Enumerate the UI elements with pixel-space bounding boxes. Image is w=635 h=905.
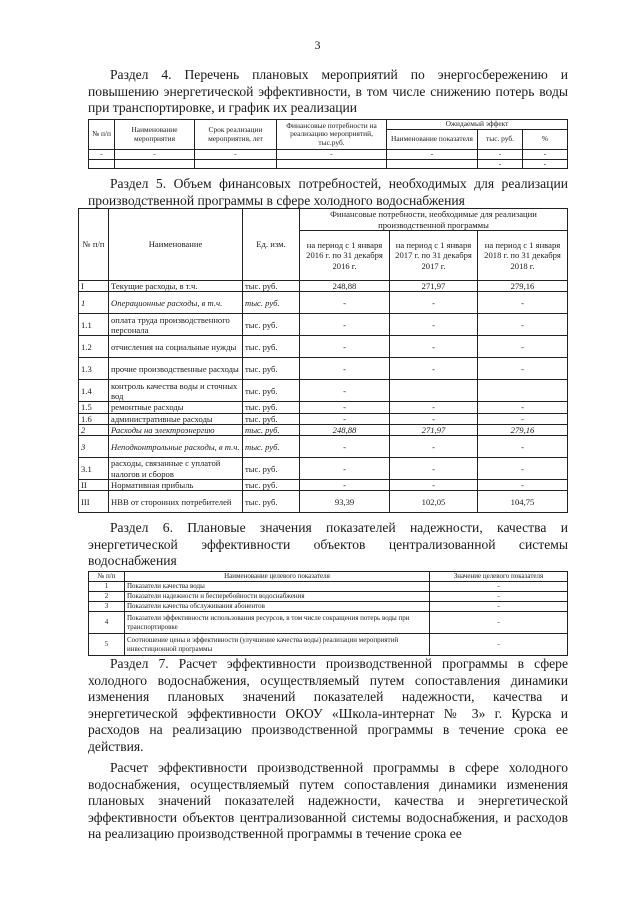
table-row bbox=[79, 402, 568, 413]
page-number: 3 bbox=[314, 38, 321, 52]
cell: Текущие расходы, в т.ч. bbox=[109, 281, 243, 292]
cell: - bbox=[195, 150, 277, 160]
cell: 279,16 bbox=[478, 424, 568, 435]
cell bbox=[115, 159, 195, 169]
table-row bbox=[79, 380, 568, 402]
cell: 271,97 bbox=[390, 281, 478, 292]
cell: - bbox=[115, 150, 195, 160]
cell: Неподконтрольные расходы, в т.ч. bbox=[109, 436, 243, 458]
table-row bbox=[79, 436, 568, 458]
col-period-2018: на период с 1 января 2018 г. по 31 декабря 2018 г. bbox=[478, 231, 568, 281]
cell: 5 bbox=[89, 634, 125, 656]
cell: 2 bbox=[89, 592, 125, 602]
table-row bbox=[89, 602, 568, 612]
col-term: Срок реализации мероприятия, лет bbox=[195, 120, 277, 150]
cell: - bbox=[478, 292, 568, 314]
cell bbox=[387, 159, 478, 169]
cell: тыс. руб. bbox=[243, 480, 300, 491]
cell: 1.1 bbox=[79, 314, 109, 336]
cell: - bbox=[430, 634, 568, 656]
table-row bbox=[79, 413, 568, 424]
cell: 1.3 bbox=[79, 358, 109, 380]
cell: - bbox=[390, 436, 478, 458]
table-row bbox=[89, 150, 568, 160]
cell: 1.6 bbox=[79, 413, 109, 424]
cell: - bbox=[390, 358, 478, 380]
col-name: Наименование целевого показателя bbox=[125, 572, 430, 582]
cell: 248,88 bbox=[300, 281, 390, 292]
cell: тыс. руб. bbox=[243, 424, 300, 435]
cell: Показатели качества обслуживания абонентов bbox=[125, 602, 430, 612]
cell: - bbox=[478, 314, 568, 336]
cell: Показатели качества воды bbox=[125, 582, 430, 592]
cell: тыс. руб. bbox=[243, 491, 300, 513]
section-7-heading bbox=[88, 656, 568, 756]
table-row bbox=[89, 592, 568, 602]
cell: 279,16 bbox=[478, 281, 568, 292]
cell: прочие производственные расходы bbox=[109, 358, 243, 380]
cell: - bbox=[478, 458, 568, 480]
col-num: № п/п bbox=[79, 209, 109, 281]
cell: - bbox=[390, 413, 478, 424]
cell: тыс. руб. bbox=[243, 292, 300, 314]
cell: тыс. руб. bbox=[243, 336, 300, 358]
cell: 2 bbox=[79, 424, 109, 435]
col-finance: Финансовые потребности на реализацию мероприятий, тыс.руб. bbox=[277, 120, 387, 150]
cell: - bbox=[300, 380, 390, 402]
col-unit: Ед. изм. bbox=[243, 209, 300, 281]
col-period-2017: на период с 1 января 2017 г. по 31 декабря 2017 г. bbox=[390, 231, 478, 281]
cell: тыс. руб. bbox=[243, 380, 300, 402]
col-num: № п/п bbox=[89, 572, 125, 582]
table-row bbox=[89, 612, 568, 634]
cell: - bbox=[478, 159, 523, 169]
cell: Показатели эффективности использования ресурсов, в том числе сокращения потерь воды при транспортировке bbox=[125, 612, 430, 634]
cell: административные расходы bbox=[109, 413, 243, 424]
cell: - bbox=[478, 358, 568, 380]
cell: - bbox=[390, 292, 478, 314]
cell: - bbox=[390, 336, 478, 358]
cell: - bbox=[387, 150, 478, 160]
section-7-body-text: Расчет эффективности производственной программы в сфере холодного водоснабжения, осуществляемый путем сопоставления динамики изменения плановых значений показателей надежности, качества и энергетической эффективности объектов централизованной системы водоснабжения, и расходов на реализацию производственной программы в течение срока ее bbox=[88, 760, 568, 842]
cell: - bbox=[478, 480, 568, 491]
cell: Показатели надежности и бесперебойности водоснабжения bbox=[125, 592, 430, 602]
section-5-heading bbox=[88, 176, 568, 209]
cell: 102,05 bbox=[390, 491, 478, 513]
cell: - bbox=[430, 582, 568, 592]
cell: тыс. руб. bbox=[243, 458, 300, 480]
cell: Операционные расходы, в т.ч. bbox=[109, 292, 243, 314]
cell: - bbox=[300, 292, 390, 314]
cell bbox=[195, 159, 277, 169]
table-row bbox=[79, 424, 568, 435]
table-row bbox=[89, 159, 568, 169]
cell: - bbox=[89, 150, 115, 160]
cell: расходы, связанные с уплатой налогов и сборов bbox=[109, 458, 243, 480]
cell: II bbox=[79, 480, 109, 491]
col-group: Финансовые потребности, необходимые для реализации производственной программы bbox=[300, 209, 568, 231]
cell: - bbox=[300, 358, 390, 380]
cell: тыс. руб. bbox=[243, 281, 300, 292]
cell: 1 bbox=[89, 582, 125, 592]
cell: отчисления на социальные нужды bbox=[109, 336, 243, 358]
col-effect: Ожидаемый эффект bbox=[387, 120, 568, 130]
cell: 104,75 bbox=[478, 491, 568, 513]
cell: - bbox=[300, 402, 390, 413]
section-7-heading-text: Раздел 7. Расчет эффективности производственной программы в сфере холодного водоснабжения, осуществляемый путем сопоставления динамики изменения плановых значений показателей надежности, качества и энергетической эффективности ОКОУ «Школа-интернат № 3» г. Курска и расходов на реализацию производственной программы в течение срока ее действия. bbox=[88, 656, 568, 754]
table-row bbox=[89, 582, 568, 592]
cell: 1.4 bbox=[79, 380, 109, 402]
section-6-heading bbox=[88, 520, 568, 570]
table-row bbox=[79, 314, 568, 336]
cell: - bbox=[300, 480, 390, 491]
cell: НВВ от сторонних потребителей bbox=[109, 491, 243, 513]
cell: - bbox=[478, 413, 568, 424]
cell: - bbox=[277, 150, 387, 160]
section-7-body bbox=[88, 760, 568, 843]
section-5-table bbox=[78, 208, 568, 513]
cell: 1 bbox=[79, 292, 109, 314]
cell: 93,39 bbox=[300, 491, 390, 513]
cell: 3 bbox=[79, 436, 109, 458]
cell: 3.1 bbox=[79, 458, 109, 480]
cell: - bbox=[478, 336, 568, 358]
cell: - bbox=[430, 602, 568, 612]
table-row bbox=[79, 491, 568, 513]
col-period-2016: на период с 1 января 2016 г. по 31 декабря 2016 г. bbox=[300, 231, 390, 281]
table-row bbox=[89, 634, 568, 656]
table-row bbox=[79, 292, 568, 314]
col-indicator: Наименование показателя bbox=[387, 130, 478, 150]
section-4-heading bbox=[88, 67, 568, 117]
section-4-heading-text: Раздел 4. Перечень плановых мероприятий по энергосбережению и повышению энергетической эффективности, в том числе снижению потерь воды при транспортировке, и график их реализации bbox=[88, 67, 568, 116]
cell: - bbox=[390, 402, 478, 413]
cell: - bbox=[430, 592, 568, 602]
cell: Нормативная прибыль bbox=[109, 480, 243, 491]
cell: - bbox=[300, 413, 390, 424]
cell: - bbox=[300, 336, 390, 358]
cell: Соотношение цены и эффективности (улучшение качества воды) реализации мероприятий инвестиционной программы bbox=[125, 634, 430, 656]
cell: - bbox=[523, 150, 568, 160]
cell: тыс. руб. bbox=[243, 358, 300, 380]
table-row bbox=[79, 358, 568, 380]
cell: тыс. руб. bbox=[243, 413, 300, 424]
cell: 1.2 bbox=[79, 336, 109, 358]
table-row bbox=[79, 336, 568, 358]
cell bbox=[277, 159, 387, 169]
table-row bbox=[79, 480, 568, 491]
cell: - bbox=[478, 436, 568, 458]
cell: тыс. руб. bbox=[243, 436, 300, 458]
cell: контроль качества воды и сточных вод bbox=[109, 380, 243, 402]
section-6-table bbox=[88, 571, 568, 656]
cell: 248,88 bbox=[300, 424, 390, 435]
cell: 1.5 bbox=[79, 402, 109, 413]
col-value: Значение целевого показателя bbox=[430, 572, 568, 582]
cell: Расходы на электроэнергию bbox=[109, 424, 243, 435]
cell: оплата труда производственного персонала bbox=[109, 314, 243, 336]
cell: 3 bbox=[89, 602, 125, 612]
cell: тыс. руб. bbox=[243, 314, 300, 336]
cell: - bbox=[390, 458, 478, 480]
cell: I bbox=[79, 281, 109, 292]
cell bbox=[478, 380, 568, 402]
cell: - bbox=[300, 314, 390, 336]
col-num: № п/п bbox=[89, 120, 115, 150]
table-row bbox=[79, 281, 568, 292]
cell bbox=[89, 159, 115, 169]
cell: - bbox=[390, 480, 478, 491]
section-6-heading-text: Раздел 6. Плановые значения показателей надежности, качества и энергетической эффективности объектов централизованной системы водоснабжения bbox=[88, 520, 568, 569]
col-thousand: тыс. руб. bbox=[478, 130, 523, 150]
cell: - bbox=[300, 458, 390, 480]
table-row bbox=[79, 458, 568, 480]
section-4-table bbox=[88, 119, 568, 169]
col-percent: % bbox=[523, 130, 568, 150]
cell: III bbox=[79, 491, 109, 513]
col-name: Наименование мероприятия bbox=[115, 120, 195, 150]
section-5-heading-text: Раздел 5. Объем финансовых потребностей, необходимых для реализации производственной программы в сфере холодного водоснабжения bbox=[88, 176, 568, 208]
cell: 271,97 bbox=[390, 424, 478, 435]
cell: - bbox=[478, 402, 568, 413]
cell: - bbox=[478, 150, 523, 160]
cell: тыс. руб. bbox=[243, 402, 300, 413]
col-name: Наименование bbox=[109, 209, 243, 281]
cell: - bbox=[430, 612, 568, 634]
cell: 4 bbox=[89, 612, 125, 634]
cell: - bbox=[523, 159, 568, 169]
cell: - bbox=[300, 436, 390, 458]
cell: - bbox=[390, 314, 478, 336]
cell: ремонтные расходы bbox=[109, 402, 243, 413]
cell bbox=[390, 380, 478, 402]
